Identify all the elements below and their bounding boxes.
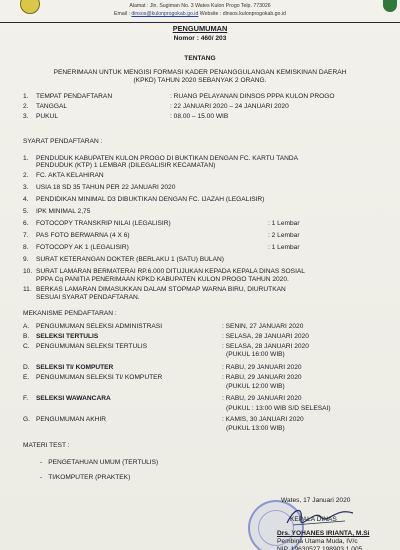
list-item-number: 11.: [23, 286, 32, 293]
schedule-time: (PUKUL : 13:00 WIB S/D SELESAI): [226, 405, 331, 412]
document-subject: TENTANG: [184, 55, 216, 62]
requirements-heading: SYARAT PENDAFTARAN :: [23, 138, 103, 145]
schedule-label: PENGUMUMAN SELEKSI TERTULIS: [36, 343, 148, 350]
list-item-number: 6.: [23, 220, 29, 227]
list-item-number: 3.: [23, 184, 29, 191]
schedule-letter: F.: [23, 395, 29, 402]
list-item: USIA 18 SD 35 TAHUN PER 22 JANUARI 2020: [36, 184, 176, 191]
schedule-letter: E.: [23, 374, 30, 381]
list-item: FOTOCOPY TRANSKRIP NILAI (LEGALISIR): [36, 220, 171, 227]
list-item: PENDUDUK KABUPATEN KULON PROGO DI BUKTIKAN DENGAN FC. KARTU TANDA: [36, 155, 299, 162]
list-item-quantity: : 1 Lembar: [268, 244, 300, 251]
test-item: - PENGETAHUAN UMUM (TERTULIS): [40, 459, 158, 467]
schedule-label: PENGUMUMAN SELEKSI ADMINISTRASI: [36, 323, 163, 330]
schedule-time: (PUKUL 13:00 WIB): [226, 425, 285, 432]
schedule-letter: D.: [23, 364, 30, 371]
email-link[interactable]: dinsos@kulonprogokab.go.id: [131, 11, 199, 17]
list-item-number: 7.: [23, 232, 29, 239]
schedule-label: SELEKSI WAWANCARA: [36, 395, 111, 402]
detail-no: 1.: [23, 93, 29, 100]
schedule-label: SELEKSI TI/ KOMPUTER: [36, 364, 114, 371]
list-item: PAS FOTO BERWARNA (4 X 6): [36, 232, 130, 239]
official-rank: Pembina Utama Muda, IV/c: [277, 538, 358, 545]
list-item-number: 9.: [23, 256, 29, 263]
list-item-continued: PENDUDUK (KTP) 1 LEMBAR (DILEGALISIR KECAMATAN): [36, 162, 216, 169]
schedule-letter: B.: [23, 333, 30, 340]
schedule-letter: G.: [23, 416, 30, 423]
detail-value: : 22 JANUARI 2020 – 24 JANUARI 2020: [170, 103, 289, 110]
detail-label: TEMPAT PENDAFTARAN: [36, 93, 113, 100]
schedule-time: (PUKUL 12:00 WIB): [226, 383, 285, 390]
detail-label: TANGGAL: [36, 103, 68, 110]
schedule-time: (PUKUL 16:00 WIB): [226, 351, 285, 358]
schedule-date: : RABU, 29 JANUARI 2020: [222, 374, 302, 381]
email-label: Email :: [114, 11, 130, 17]
detail-value: : 08.00 – 15.00 WIB: [170, 113, 229, 120]
about-line-2: (KPKD) TAHUN 2020 SEBANYAK 2 ORANG.: [133, 77, 267, 84]
schedule-date: : SENIN, 27 JANUARI 2020: [222, 323, 304, 330]
list-item-number: 10.: [23, 268, 33, 275]
tests-heading: MATERI TEST :: [23, 442, 70, 449]
schedule-date: : KAMIS, 30 JANUARI 2020: [222, 416, 304, 423]
list-item: FOTOCOPY AK 1 (LEGALISIR): [36, 244, 129, 251]
list-item: SURAT LAMARAN BERMATERAI RP.6.000 DITUJUKAN KEPADA KEPALA DINAS SOSIAL: [36, 268, 305, 275]
list-item: FC. AKTA KELAHIRAN: [36, 172, 104, 179]
detail-no: 3.: [23, 113, 29, 120]
list-item-number: 4.: [23, 196, 29, 203]
schedule-date: : SELASA, 28 JANUARI 2020: [222, 333, 309, 340]
test-item: - TI/KOMPUTER (PRAKTEK): [40, 474, 130, 482]
list-item-quantity: : 2 Lembar: [268, 232, 300, 239]
schedule-date: : RABU, 29 JANUARI 2020: [222, 395, 302, 402]
schedule-date: : RABU, 29 JANUARI 2020: [222, 364, 302, 371]
official-name: Drs. YOHANES IRIANTA, M.Si: [277, 530, 370, 537]
list-item: BERKAS LAMARAN DIMASUKKAN DALAM STOPMAP WARNA BIRU, DIURUTKAN: [36, 286, 286, 293]
schedule-date: : SELASA, 28 JANUARI 2020: [222, 343, 309, 350]
about-line-1: PENERIMAAN UNTUK MENGISI FORMASI KADER PENANGGULANGAN KEMISKINAN DAERAH: [53, 69, 347, 76]
list-item: PENDIDIKAN MINIMAL D3 DIBUKTIKAN DENGAN FC. IJAZAH (LEGALISIR): [36, 196, 265, 203]
list-item-number: 1.: [23, 155, 29, 162]
mechanism-heading: MEKANISME PENDAFTARAN :: [23, 310, 117, 317]
list-item-number: 2.: [23, 172, 29, 179]
schedule-label: PENGUMUMAN SELEKSI TI/ KOMPUTER: [36, 374, 163, 381]
letterhead-address: Alamat : Jln. Sugiman No. 3 Wates Kulon Progo Telp. 773026: [129, 3, 271, 9]
list-item-continued: PPPA Cq PANITIA PENERIMAAN KPKD KABUPATEN KULON PROGO TAHUN 2020.: [36, 276, 289, 283]
document-number: Nomor : 460/ 203: [173, 35, 227, 42]
place-date: Wates, 17 Januari 2020: [281, 497, 351, 504]
document-title: PENGUMUMAN: [172, 24, 228, 33]
list-item-number: 5.: [23, 208, 29, 215]
detail-value: : RUANG PELAYANAN DINSOS PPPA KULON PROGO: [170, 93, 335, 100]
schedule-label: PENGUMUMAN AKHIR: [36, 416, 106, 423]
list-item-continued: SESUAI SYARAT PENDAFTARAN.: [36, 294, 140, 301]
list-item: SURAT KETERANGAN DOKTER (BERLAKU 1 (SATU) BULAN): [36, 256, 224, 263]
detail-label: PUKUL: [36, 113, 58, 120]
detail-no: 2.: [23, 103, 29, 110]
list-item: IPK MINIMAL 2,75: [36, 208, 91, 215]
list-item-number: 8.: [23, 244, 29, 251]
schedule-label: SELEKSI TERTULIS: [36, 333, 99, 340]
list-item-quantity: : 1 Lembar: [268, 220, 300, 227]
official-position: KEPALA DINAS: [290, 516, 337, 523]
schedule-letter: C.: [23, 343, 30, 350]
letterhead: [0, 0, 400, 23]
website-label: Website : dinsos.kulonprogokab.go.id: [199, 11, 286, 17]
official-nip: NIP. 19630527 198903 1 005: [277, 546, 363, 550]
letterhead-contact: [0, 11, 400, 17]
schedule-letter: A.: [23, 323, 30, 330]
